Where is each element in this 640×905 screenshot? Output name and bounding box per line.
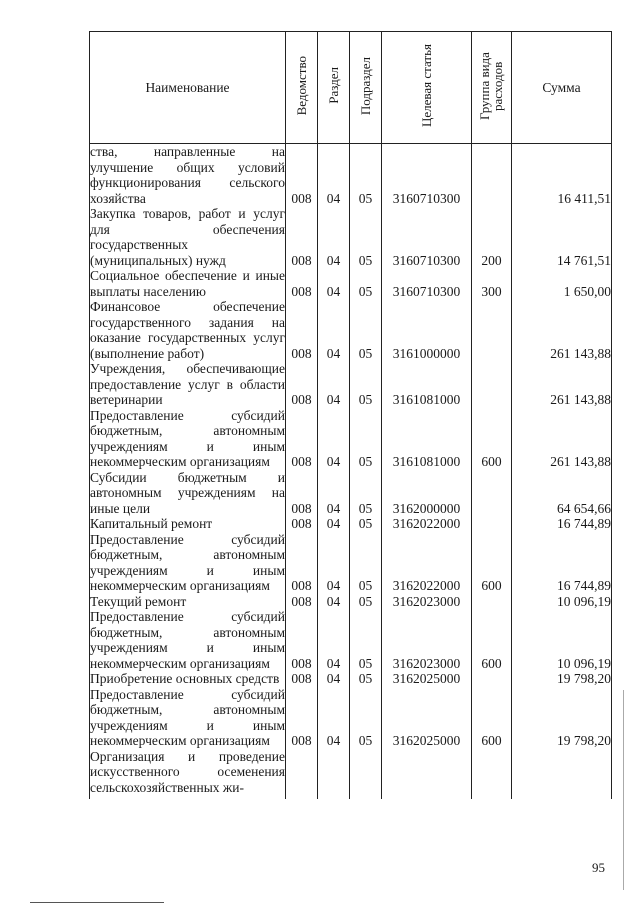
row-summa: 10 096,19 [512,609,612,671]
row-razdel: 04 [318,408,350,470]
row-celevaya: 3162022000 [382,532,472,594]
row-celevaya [382,749,472,800]
row-podrazdel: 05 [350,516,382,532]
header-summa-cell [512,32,612,144]
row-name: Закупка товаров, работ и услуг для обеспечения государственных (муниципальных) нужд [90,206,285,268]
table-row [90,361,612,408]
table-row [90,470,612,517]
row-podrazdel: 05 [350,609,382,671]
row-razdel: 04 [318,594,350,610]
row-vedomstvo: 008 [286,516,318,532]
row-razdel: 04 [318,516,350,532]
header-razdel: Раздел [326,67,341,105]
row-name: ства, направленные на улучшение общих условий функционирования сельского хозяйства [90,144,285,206]
table-row [90,687,612,749]
row-razdel: 04 [318,532,350,594]
table-row [90,268,612,299]
table-row [90,144,612,207]
row-celevaya: 3162025000 [382,687,472,749]
row-celevaya: 3160710300 [382,268,472,299]
row-podrazdel: 05 [350,361,382,408]
row-name: Организация и проведение искусственного осеменения сельскохозяйственных жи- [90,749,286,800]
row-summa: 261 143,88 [512,361,612,408]
row-gruppa [472,594,512,610]
header-summa: Сумма [542,79,581,95]
row-name: Предоставление субсидий бюджетным, автономным учреждениям и иным некоммерческим организациям [90,407,285,469]
row-name: Предоставление субсидий бюджетным, автономным учреждениям и иным некоммерческим организациям [90,686,285,748]
row-summa: 14 761,51 [512,206,612,268]
row-celevaya: 3161081000 [382,408,472,470]
header-podrazdel: Подраздел [358,56,373,115]
row-gruppa: 200 [472,206,512,268]
row-razdel: 04 [318,206,350,268]
row-gruppa: 300 [472,268,512,299]
row-summa: 16 744,89 [512,516,612,532]
header-podrazdel-cell [350,32,382,144]
row-podrazdel: 05 [350,206,382,268]
row-vedomstvo: 008 [286,144,318,207]
row-razdel: 04 [318,470,350,517]
row-podrazdel: 05 [350,594,382,610]
row-podrazdel: 05 [350,299,382,361]
header-vedomstvo: Ведомство [294,56,309,116]
row-gruppa [472,671,512,687]
row-vedomstvo: 008 [286,532,318,594]
row-summa: 19 798,20 [512,687,612,749]
row-name: Текущий ремонт [90,594,286,610]
row-summa: 1 650,00 [512,268,612,299]
footer-rule [30,902,164,903]
table-row [90,206,612,268]
row-razdel: 04 [318,268,350,299]
row-celevaya: 3161000000 [382,299,472,361]
row-gruppa: 600 [472,687,512,749]
row-razdel [318,749,350,800]
header-gruppa: Группа вида расходов [476,51,505,120]
row-gruppa [472,144,512,207]
row-summa [512,749,612,800]
row-podrazdel: 05 [350,532,382,594]
row-celevaya: 3162000000 [382,470,472,517]
table-row [90,408,612,470]
row-name: Приобретение основных средств [90,671,286,687]
row-razdel: 04 [318,609,350,671]
header-razdel-cell [318,32,350,144]
row-vedomstvo: 008 [286,671,318,687]
row-razdel: 04 [318,144,350,207]
header-celevaya: Целевая статья [419,44,434,128]
row-gruppa [472,516,512,532]
row-summa: 16 744,89 [512,532,612,594]
row-vedomstvo [286,749,318,800]
table-row [90,532,612,594]
row-summa: 19 798,20 [512,671,612,687]
row-celevaya: 3162022000 [382,516,472,532]
row-vedomstvo: 008 [286,361,318,408]
row-name: Финансовое обеспечение государственного задания на оказание государственных услуг (выполнение работ) [90,299,285,361]
table-row [90,749,612,800]
row-celevaya: 3162023000 [382,609,472,671]
row-vedomstvo: 008 [286,687,318,749]
row-celevaya: 3162023000 [382,594,472,610]
header-name: Наименование [145,79,230,95]
row-gruppa [472,361,512,408]
row-podrazdel [350,749,382,800]
row-vedomstvo: 008 [286,408,318,470]
header-name-cell [90,32,286,144]
row-name: Капитальный ремонт [90,516,286,532]
row-podrazdel: 05 [350,470,382,517]
table-row [90,516,612,532]
row-gruppa: 600 [472,532,512,594]
row-vedomstvo: 008 [286,299,318,361]
row-gruppa [472,299,512,361]
row-gruppa [472,470,512,517]
table-row [90,299,612,361]
row-summa: 261 143,88 [512,299,612,361]
row-podrazdel: 05 [350,408,382,470]
row-celevaya: 3162025000 [382,671,472,687]
table-row [90,609,612,671]
row-summa: 64 654,66 [512,470,612,517]
row-vedomstvo: 008 [286,268,318,299]
header-row [90,32,612,144]
row-name: Учреждения, обеспечивающие предоставление услуг в области ветеринарии [90,361,285,407]
table-row [90,594,612,610]
row-podrazdel: 05 [350,268,382,299]
row-name: Субсидии бюджетным и автономным учреждениям на иные цели [90,469,285,516]
row-podrazdel: 05 [350,687,382,749]
margin-rule [623,690,624,890]
row-celevaya: 3160710300 [382,206,472,268]
row-name: Социальное обеспечение и иные выплаты населению [90,268,285,299]
row-razdel: 04 [318,299,350,361]
row-name: Предоставление субсидий бюджетным, автономным учреждениям и иным некоммерческим организациям [90,531,285,593]
row-summa: 10 096,19 [512,594,612,610]
row-podrazdel: 05 [350,671,382,687]
row-podrazdel: 05 [350,144,382,207]
row-celevaya: 3161081000 [382,361,472,408]
row-summa: 16 411,51 [512,144,612,207]
budget-table [89,31,612,799]
row-vedomstvo: 008 [286,470,318,517]
page-number: 95 [592,860,605,875]
row-summa: 261 143,88 [512,408,612,470]
row-gruppa [472,749,512,800]
row-razdel: 04 [318,361,350,408]
row-gruppa: 600 [472,609,512,671]
table-body [90,144,612,800]
row-vedomstvo: 008 [286,609,318,671]
row-name: Предоставление субсидий бюджетным, автономным учреждениям и иным некоммерческим организациям [90,609,285,671]
table-header [90,32,612,144]
header-gruppa-cell [472,32,512,144]
row-celevaya: 3160710300 [382,144,472,207]
header-celevaya-cell [382,32,472,144]
table-row [90,671,612,687]
row-razdel: 04 [318,687,350,749]
header-vedomstvo-cell [286,32,318,144]
row-razdel: 04 [318,671,350,687]
row-vedomstvo: 008 [286,206,318,268]
row-vedomstvo: 008 [286,594,318,610]
row-gruppa: 600 [472,408,512,470]
